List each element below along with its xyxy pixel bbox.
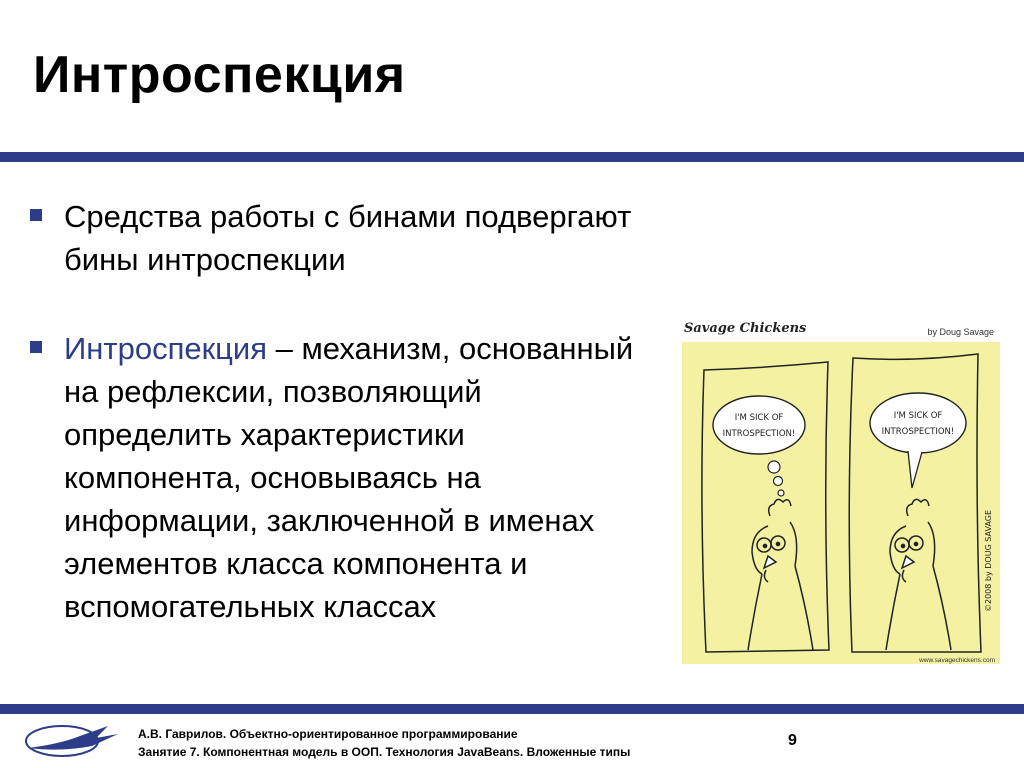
bullet-text xyxy=(64,327,650,628)
thought-bubble-icon xyxy=(713,396,805,454)
right-bubble-line1: I'M SICK OF xyxy=(893,411,943,421)
cartoon-url: www.savagechickens.com xyxy=(919,657,995,664)
bullet-text: Средства работы с бинами подвергают бины интроспекции xyxy=(64,199,632,277)
bullet-marker-icon xyxy=(30,341,42,353)
title-divider xyxy=(0,152,1024,162)
slide-title: Интроспекция xyxy=(33,46,406,104)
university-logo-icon xyxy=(22,722,122,760)
page-number: 9 xyxy=(788,732,797,749)
left-bubble-line1: I'M SICK OF xyxy=(734,413,784,423)
footer-divider xyxy=(0,704,1024,714)
left-bubble-line2: INTROSPECTION! xyxy=(722,429,796,439)
speech-bubble-icon xyxy=(870,393,966,453)
right-bubble-line2: INTROSPECTION! xyxy=(881,427,955,437)
cartoon-strip-title: Savage Chickens xyxy=(684,321,807,336)
bullet-term: Интроспекция xyxy=(64,331,268,366)
footer-author-course: А.В. Гаврилов. Объектно-ориентированное программирование xyxy=(138,727,518,741)
footer-info xyxy=(138,725,630,761)
bullet-item xyxy=(30,327,650,628)
footer-lesson: Занятие 7. Компонентная модель в ООП. Технология JavaBeans. Вложенные типы xyxy=(138,745,631,759)
cartoon-image xyxy=(682,316,1000,670)
bullet-marker-icon xyxy=(30,209,42,221)
bullet-item xyxy=(30,195,650,281)
bullet-definition: – механизм, основанный на рефлексии, позволяющий определить характеристики компонента, основываясь на информации, заключенной в именах элементов класса компонента и вспомогательных классах xyxy=(64,331,634,624)
cartoon-copyright: ©2008 by DOUG SAVAGE xyxy=(984,509,993,612)
cartoon-author: by Doug Savage xyxy=(927,327,994,337)
cartoon-background xyxy=(682,342,1000,664)
